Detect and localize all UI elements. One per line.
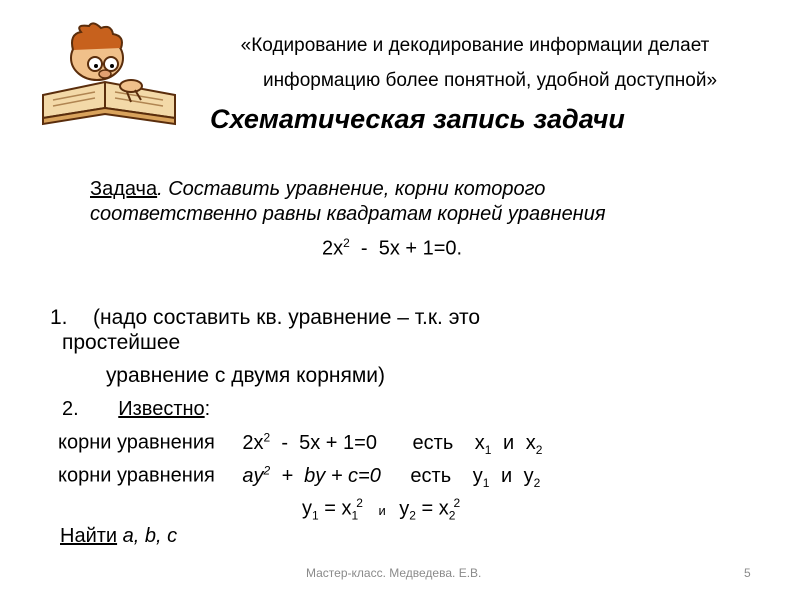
quote-line-2: информацию более понятной, удобной доступной»: [262, 70, 718, 91]
find-label: Найти: [60, 525, 118, 547]
step1-line-3: уравнение с двумя корнями): [106, 364, 385, 387]
quote-line-1: «Кодирование и декодирование информации делает: [240, 35, 710, 56]
task-text-1: . Составить уравнение, корни которого: [157, 178, 546, 200]
step1-line-1: (надо составить кв. уравнение – т.к. это: [93, 306, 481, 329]
find-line: [60, 525, 177, 548]
roots-relation: $y_1 = x_1^2$ и $y_2 = x_2^2$: [302, 496, 461, 523]
task-label: Задача: [90, 178, 158, 200]
footer-author: Мастер-класс. Медведева. Е.В.: [306, 566, 482, 580]
task-line-1: [90, 178, 545, 201]
page-number: 5: [744, 566, 751, 580]
step2-number: 2.: [62, 398, 79, 420]
step1-line-2: простейшее: [62, 331, 181, 354]
reading-professor-icon: [35, 20, 185, 130]
find-vars: a, b, c: [122, 525, 178, 547]
step2-label: Известно: [118, 398, 205, 420]
task-equation: $2x^2 - 5x + 1=0$.: [322, 236, 463, 260]
roots-row-2: корни уравнения $ay^2$ + by + c=0 есть $y_1$ и $y_2$: [58, 463, 541, 490]
task-line-2: соответственно равны квадратам корней уравнения: [90, 203, 606, 225]
roots-row-1: корни уравнения $2x^2 - 5x + 1=0$ есть $x_1$ и $x_2$: [58, 430, 543, 457]
slide-title: Схематическая запись задачи: [210, 104, 625, 134]
step1-number: 1.: [50, 306, 68, 329]
step2-header: 2. Известно:: [62, 398, 211, 420]
